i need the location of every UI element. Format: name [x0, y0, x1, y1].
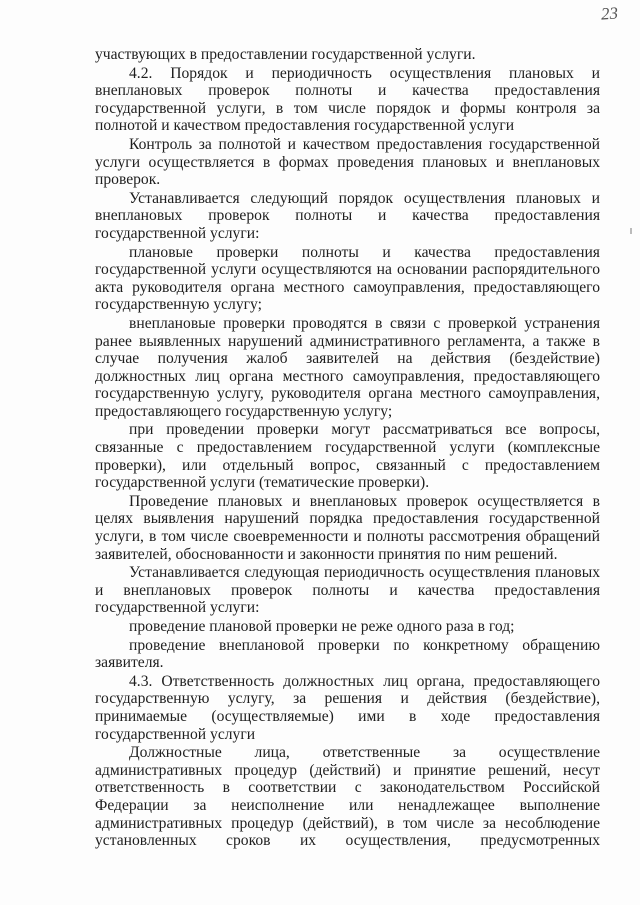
paragraph: Устанавливается следующая периодичность осуществления плановых и внеплановых проверок полноты и качества предоставления государственной услуги: — [95, 564, 600, 617]
list-item-check-scope: при проведении проверки могут рассматриваться все вопросы, связанные с предоставлением государственной услуги (комплексные проверки), или отдельный вопрос, связанный с предоставлением государственной услуги (тематические проверки). — [95, 421, 600, 492]
paragraph-continuation: участвующих в предоставлении государственной услуги. — [95, 46, 476, 63]
list-item-unplanned-checks: внеплановые проверки проводятся в связи с проверкой устранения ранее выявленных нарушений административного регламента, а также в случае получения жалоб заявителей на действия (бездействие) должностных лиц органа местного самоуправления, предоставляющего государственную услугу, руководителя органа местного самоуправления, предоставляющего государственную услугу; — [95, 314, 600, 420]
paragraph: Устанавливается следующий порядок осуществления плановых и внеплановых проверок полноты и качества предоставления государственной услуги: — [95, 189, 600, 242]
page-number: 23 — [600, 3, 619, 24]
paragraph: Проведение плановых и внеплановых проверок осуществляется в целях выявления нарушений порядка предоставления государственной услуги, в том числе своевременности и полноты рассмотрения обращений заявителей, обоснованности и законности принятия по ним решений. — [95, 492, 600, 563]
scan-mark — [630, 228, 632, 234]
section-heading-4-3: 4.3. Ответственность должностных лиц органа, предоставляющего государственную услугу, за решения и действия (бездействие), принимаемые (осуществляемые) ими в ходе предоставления государственной услуги — [95, 672, 600, 743]
section-heading-4-2: 4.2. Порядок и периодичность осуществления плановых и внеплановых проверок полноты и качества предоставления государственной услуги, в том числе порядок и формы контроля за полнотой и качеством предоставления государственной услуги — [95, 64, 600, 135]
list-item-periodicity-unplanned: проведение внеплановой проверки по конкретному обращению заявителя. — [95, 636, 600, 672]
list-item-planned-checks: плановые проверки полноты и качества предоставления государственной услуги осуществляются на основании распорядительного акта руководителя органа местного самоуправления, предоставляющего государственную услугу; — [95, 243, 600, 314]
paragraph-continues: Должностные лица, ответственные за осуществление административных процедур (действий) и принятие решений, несут ответственность в соответствии с законодательством Российской Федерации за неисполнение или ненадлежащее выполнение административных процедур (действий), в том числе за несоблюдение установленных сроков их осуществления, предусмотренных — [95, 744, 600, 850]
document-body — [95, 46, 600, 851]
paragraph: Контроль за полнотой и качеством предоставления государственной услуги осуществляется в формах проведения плановых и внеплановых проверок. — [95, 135, 600, 189]
list-item-periodicity-planned: проведение плановой проверки не реже одного раза в год; — [129, 618, 515, 635]
